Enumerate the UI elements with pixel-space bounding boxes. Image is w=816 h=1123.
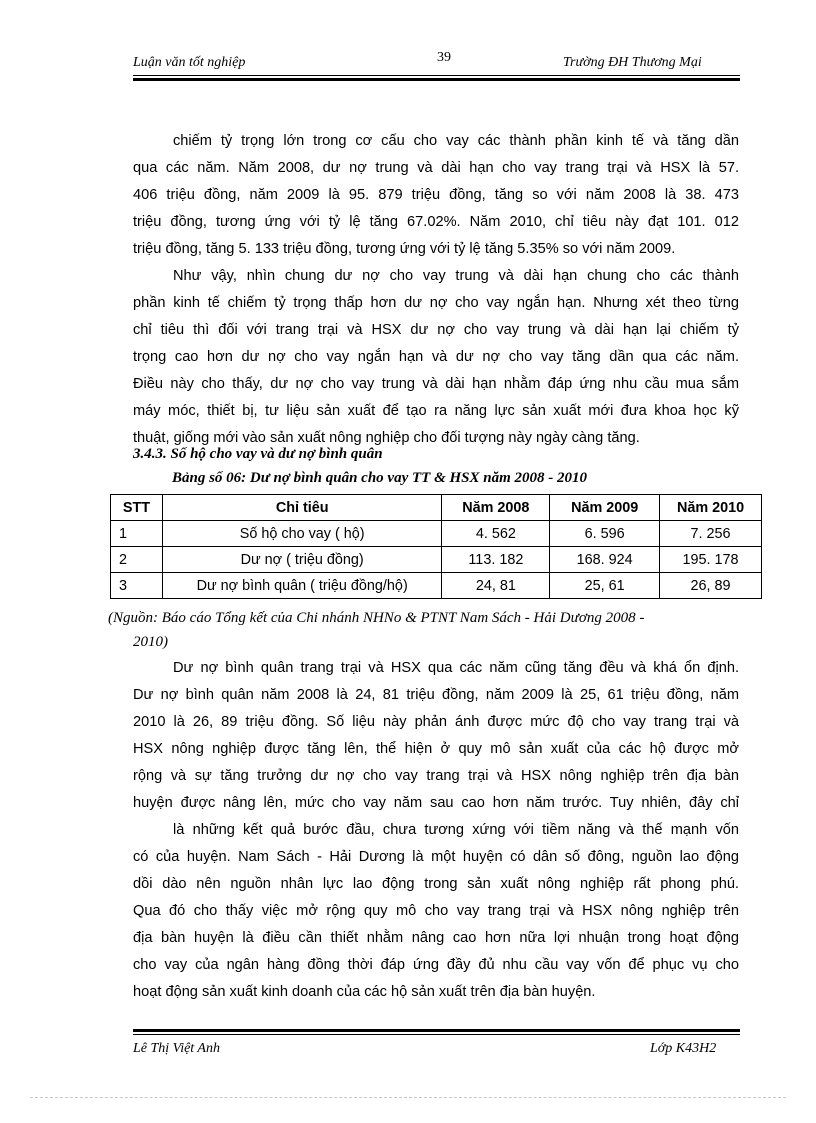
text-line: rộng và sự tăng trưởng dư nợ cho vay trang trại và HSX nông nghiệp trên địa bàn	[133, 768, 739, 784]
header-right: Trường ĐH Thương Mại	[563, 55, 702, 70]
text-line: dồi dào nên nguồn nhân lực lao động trong sản xuất nông nghiệp rất phong phú.	[133, 876, 739, 892]
table-cell: 24, 81	[442, 573, 550, 599]
text-line: Như vậy, nhìn chung dư nợ cho vay trung và dài hạn chung cho các thành	[173, 268, 739, 284]
table-cell: 113. 182	[442, 547, 550, 573]
text-line: chiếm tỷ trọng lớn trong cơ cấu cho vay các thành phần kinh tế và tăng dần	[173, 133, 739, 149]
section-title: 3.4.3. Số hộ cho vay và dư nợ bình quân	[133, 446, 383, 462]
table-header-row	[111, 495, 762, 521]
text-line: triệu đồng, tăng 5. 133 triệu đồng, tương ứng với tỷ lệ tăng 5.35% so với năm 2009.	[133, 241, 676, 257]
text-line: trọng cao hơn dư nợ cho vay ngắn hạn và dư nợ cho vay tăng dần qua các năm.	[133, 349, 739, 365]
footer-rule-thick	[133, 1029, 740, 1032]
text-line: HSX nông nghiệp được tăng lên, thể hiện ở quy mô sản xuất của các hộ được mở	[133, 741, 739, 757]
column-header: Năm 2009	[550, 495, 660, 521]
header-rule-thin	[133, 75, 740, 76]
text-line: huyện được nâng lên, mức cho vay năm sau cao hơn năm trước. Tuy nhiên, đây chỉ	[133, 795, 739, 811]
text-line: Dư nợ bình quân trang trại và HSX qua các năm cũng tăng đều và khá ổn định.	[173, 660, 739, 676]
table-source-line: (Nguồn: Báo cáo Tổng kết của Chi nhánh NHNo & PTNT Nam Sách - Hải Dương 2008 -	[108, 610, 645, 626]
footer-rule-thin	[133, 1034, 740, 1035]
header-rule-thick	[133, 78, 740, 81]
text-line: Qua đó cho thấy việc mở rộng quy mô cho vay trang trại và HSX nông nghiệp trên	[133, 903, 739, 919]
table-cell: Dư nợ ( triệu đồng)	[162, 547, 441, 573]
page-edge-divider	[30, 1097, 786, 1098]
table-row	[111, 547, 762, 573]
text-line: Dư nợ bình quân năm 2008 là 24, 81 triệu đồng, năm 2009 là 25, 61 triệu đồng, năm	[133, 687, 739, 703]
table-cell: 1	[111, 521, 163, 547]
text-line: qua các năm. Năm 2008, dư nợ trung và dài hạn cho vay trang trại và HSX là 57.	[133, 160, 739, 176]
text-line: chỉ tiêu thì đối với trang trại và HSX dư nợ cho vay trung và dài hạn lại chiếm tỷ	[133, 322, 739, 338]
column-header: Năm 2010	[660, 495, 762, 521]
text-line: hoạt động sản xuất kinh doanh của các hộ sản xuất trên địa bàn huyện.	[133, 984, 596, 1000]
table-cell: 25, 61	[550, 573, 660, 599]
column-header: Năm 2008	[442, 495, 550, 521]
data-table	[110, 494, 762, 599]
text-line: Điều này cho thấy, dư nợ cho vay trung và dài hạn nhằm đáp ứng nhu cầu mua sắm	[133, 376, 739, 392]
text-line: thuật, giống mới vào sản xuất nông nghiệp cho đối tượng này ngày càng tăng.	[133, 430, 640, 446]
table-cell: 168. 924	[550, 547, 660, 573]
table-cell: 195. 178	[660, 547, 762, 573]
column-header: STT	[111, 495, 163, 521]
table-cell: Dư nợ bình quân ( triệu đồng/hộ)	[162, 573, 441, 599]
table-row	[111, 573, 762, 599]
table-cell: 26, 89	[660, 573, 762, 599]
text-line: địa bàn huyện là điều cần thiết nhằm nâng cao hơn nữa lợi nhuận trong hoạt động	[133, 930, 739, 946]
table-cell: 3	[111, 573, 163, 599]
table-cell: 7. 256	[660, 521, 762, 547]
table-source-line: 2010)	[133, 634, 168, 650]
footer-class: Lớp K43H2	[650, 1041, 717, 1056]
column-header: Chỉ tiêu	[162, 495, 441, 521]
text-line: có của huyện. Nam Sách - Hải Dương là một huyện có dân số đông, nguồn lao động	[133, 849, 739, 865]
footer-author: Lê Thị Việt Anh	[133, 1041, 220, 1056]
text-line: cho vay của ngân hàng đồng thời đáp ứng đầy đủ nhu cầu vay vốn để phục vụ cho	[133, 957, 739, 973]
text-line: là những kết quả bước đầu, chưa tương xứng với tiềm năng và thế mạnh vốn	[173, 822, 739, 838]
table-title: Bảng số 06: Dư nợ bình quân cho vay TT & HSX năm 2008 - 2010	[172, 470, 588, 486]
page-number: 39	[437, 50, 451, 65]
text-line: 406 triệu đồng, năm 2009 là 95. 879 triệu đồng, tăng so với năm 2008 là 38. 473	[133, 187, 739, 203]
table-cell: 4. 562	[442, 521, 550, 547]
text-line: máy móc, thiết bị, tư liệu sản xuất để tạo ra năng lực sản xuất mới đưa khoa học kỹ	[133, 403, 739, 419]
text-line: phần kinh tế chiếm tỷ trọng thấp hơn dư nợ cho vay ngắn hạn. Nhưng xét theo từng	[133, 295, 739, 311]
table-cell: 2	[111, 547, 163, 573]
table-row	[111, 521, 762, 547]
text-line: 2010 là 26, 89 triệu đồng. Số liệu này phản ánh được mức độ cho vay trang trại và	[133, 714, 739, 730]
table-cell: 6. 596	[550, 521, 660, 547]
table-cell: Số hộ cho vay ( hộ)	[162, 521, 441, 547]
header-left: Luận văn tốt nghiệp	[133, 55, 246, 70]
text-line: triệu đồng, tương ứng với tỷ lệ tăng 67.02%. Năm 2010, chỉ tiêu này đạt 101. 012	[133, 214, 739, 230]
